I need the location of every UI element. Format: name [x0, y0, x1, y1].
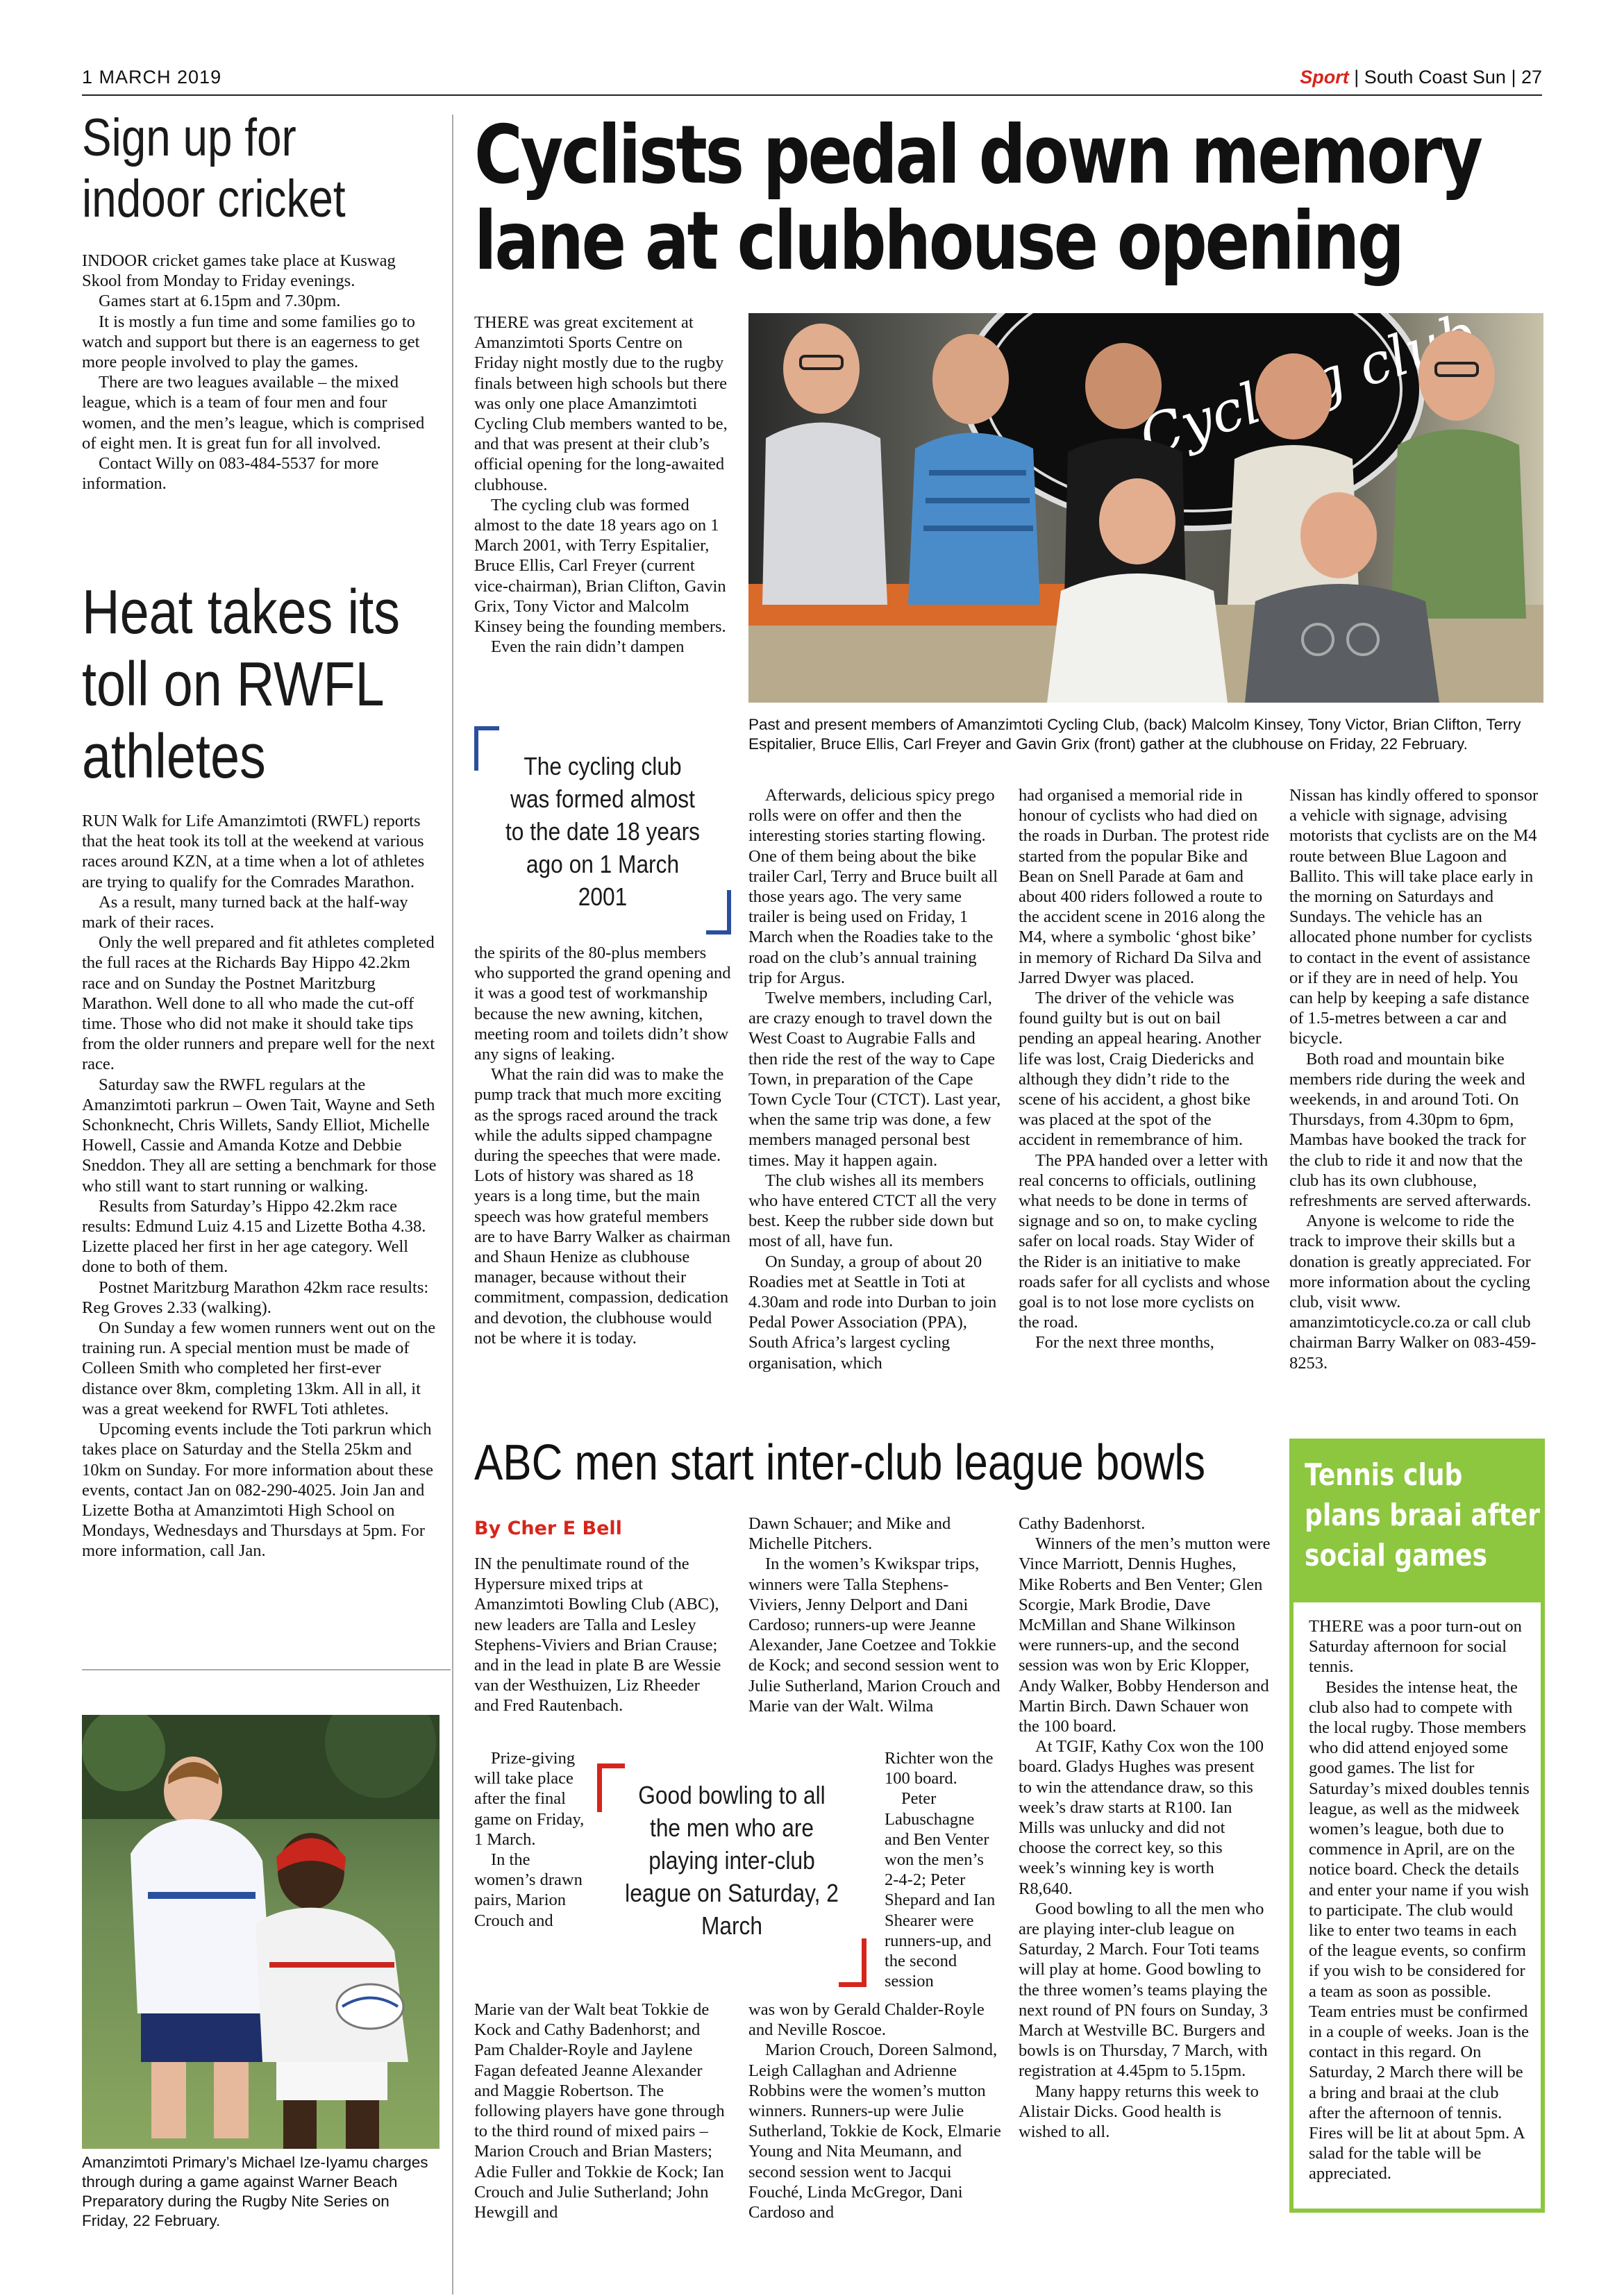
- rwfl-paragraph: On Sunday a few women runners went out on the training run. A special mention must be made of Colleen Smith who completed her first-ever distance over 8km, completing 13km. All in all, it was a great weekend for RWFL Toti athletes.: [82, 1318, 436, 1418]
- rugby-photo-caption: Amanzimtoti Primary’s Michael Ize-Iyamu charges through during a game against Warner Beach Preparatory during the Rugby Nite Series on Friday, 22 February.: [82, 2154, 428, 2229]
- bowls-paragraph: Cathy Badenhorst.: [1019, 1514, 1146, 1533]
- bowls-paragraph: was won by Gerald Chalder-Royle and Neville Roscoe.: [748, 2000, 985, 2040]
- section-label: Sport: [1300, 67, 1349, 87]
- tennis-title-line2: plans braai after: [1305, 1498, 1541, 1533]
- bowls-paragraph: Marie van der Walt beat Tokkie de Kock and Cathy Badenhorst; and Pam Chalder-Royle and Jaylene Fagan defeated Jeanne Alexander and Maggie Robertson. The following players have gone through to the third round of mixed pairs – Marion Crouch and Brian Masters; Adie Fuller and Tokkie de Kock; Ian Crouch and Julie Sutherland; John Hewgill and: [474, 2000, 725, 2222]
- tennis-panel: [1289, 1439, 1545, 2213]
- bowls-paragraph: In the women’s drawn pairs, Marion Crouch and: [474, 1850, 583, 1930]
- rwfl-title-line1: Heat takes its: [82, 578, 400, 647]
- bowls-col3: [1019, 1514, 1271, 2142]
- bowls-col1: [474, 1554, 727, 1716]
- bowls-paragraph: Good bowling to all the men who are playing inter-club league on Saturday, 2 March. Four Toti teams will play at home. Good bowling to the three women’s teams playing the next round of PN fours on Sunday, 3 March at Westville BC. Burgers and bowls is on Thursday, 7 March, with registration at 4.45pm to 5.15pm.: [1019, 1899, 1269, 2081]
- cycling-col2: [748, 785, 1001, 1373]
- cricket-paragraph: It is mostly a fun time and some families go to watch and support but there is an eagerness to get more people involved to play the games.: [82, 312, 420, 372]
- cycling-title-line1: Cyclists pedal down memory: [474, 108, 1481, 202]
- cycling-col1-top: [474, 312, 731, 657]
- paper-name: | South Coast Sun | 27: [1354, 67, 1542, 87]
- cricket-headline: [82, 108, 443, 230]
- cycling-paragraph: Both road and mountain bike members ride during the week and weekends, in and around Toti. On Thursdays, from 4.30pm to 6pm, Mambas have booked the track for the club to ride it and now that the club has its own clubhouse, refreshments are served afterwards.: [1289, 1049, 1532, 1211]
- quote-bracket: [727, 890, 731, 935]
- cycling-paragraph: had organised a memorial ride in honour of cyclists who had died on the roads in Durban. The protest ride started from the popular Bike and Bean on Snell Parade at 6am and about 400 riders followed a route to the accident scene in 2016 along the M4, where a symbolic ‘ghost bike’ in memory of Richard Da Silva and Jarred Dwyer was placed.: [1019, 786, 1269, 987]
- column-divider-left: [452, 115, 453, 2295]
- bowls-col2-bottom: [748, 2000, 1001, 2222]
- cycling-col1-bottom: [474, 943, 731, 1348]
- cricket-paragraph: There are two leagues available – the mixed league, which is a team of four men and four women, and the men’s league, which is comprised of eight men. It is great fun for all involved.: [82, 373, 425, 453]
- cricket-paragraph: Games start at 6.15pm and 7.30pm.: [99, 292, 341, 311]
- bowls-col1-bottom: [474, 2000, 727, 2222]
- issue-date: 1 MARCH 2019: [82, 67, 222, 87]
- page-folio: [1300, 67, 1542, 88]
- rwfl-paragraph: Only the well prepared and fit athletes completed the full races at the Richards Bay Hippo 42.2km race and on Sunday the Postnet Maritzburg Marathon. Well done to all who made the cut-off time. Those who did not make it should take tips from the older runners and prepare well for the next race.: [82, 933, 435, 1074]
- bowls-paragraph: Winners of the men’s mutton were Vince Marriott, Dennis Hughes, Mike Roberts and Ben Venter; Glen Scorgie, Mark Brodie, Dave McMillan and Shane Wilkinson were runners-up, and the second session was won by Eric Klopper, Andy Walker, Bobby Henderson and Martin Birch. Dawn Schauer won the 100 board.: [1019, 1534, 1271, 1736]
- cycling-col4: [1289, 785, 1543, 1373]
- cycling-paragraph: the spirits of the 80-plus members who supported the grand opening and it was a good test of workmanship because the new awning, kitchen, meeting room and toilets didn’t show any signs of leaking.: [474, 944, 731, 1064]
- tennis-paragraph: Besides the intense heat, the club also had to compete with the local rugby. Those members who did attend enjoyed some good games. The list for Saturday’s mixed doubles tennis league, as well as the midweek women’s league, both due to commence in April, are on the notice board. Check the details and enter your name if you wish to participate. The club would like to enter two teams in each of the league events, so confirm if you wish to be considered for a team as soon as possible. Team entries must be confirmed in a couple of weeks. Joan is the contact in this regard. On Saturday, 2 March there will be a bring and braai at the club after the afternoon of tennis. Fires will be lit at about 5pm. A salad for the table will be appreciated.: [1309, 1677, 1530, 2184]
- tennis-title-line1: Tennis club: [1305, 1457, 1463, 1493]
- rwfl-paragraph: RUN Walk for Life Amanzimtoti (RWFL) reports that the heat took its toll at the weekend at various races around KZN, at a time when a lot of athletes are trying to qualify for the Comrades Marathon.: [82, 812, 425, 891]
- rwfl-headline: [82, 576, 443, 793]
- bowls-paragraph: IN the penultimate round of the Hypersure mixed trips at Amanzimtoti Bowling Club (ABC), new leaders are Talla and Lesley Stephens-Viviers and Brian Crause; and in the lead in plate B are Wessie van der Westhuizen, Liz Rheeder and Fred Rautenbach.: [474, 1555, 721, 1716]
- bowls-col1-narrow: [474, 1748, 589, 1931]
- bowls-paragraph: Peter Labuschagne and Ben Venter won the men’s 2-4-2; Peter Shepard and Ian Shearer were runners-up, and the second session: [885, 1789, 996, 1991]
- cycling-paragraph: Nissan has kindly offered to sponsor a vehicle with signage, advising motorists that cyclists are on the M4 route between Blue Lagoon and Ballito. This will take place early in the morning on Saturdays and Sundays. The vehicle has an allocated phone number for cyclists to contact in the event of assistance or if they are in need of help. You can help by keeping a safe distance of 1.5-metres between a car and bicycle.: [1289, 786, 1539, 1048]
- quote-bracket: [597, 1763, 602, 1812]
- rwfl-paragraph: Results from Saturday’s Hippo 42.2km race results: Edmund Luiz 4.15 and Lizette Botha 4.38. Lizette placed her first in her age category. Well done to both of them.: [82, 1196, 426, 1277]
- bowls-pull-quote: [597, 1763, 867, 1987]
- cycling-paragraph: Even the rain didn’t dampen: [491, 637, 685, 657]
- rwfl-article: [82, 811, 437, 1561]
- bowls-paragraph: In the women’s Kwikspar trips, winners were Talla Stephens-Viviers, Jenny Delport and Dani Cardoso; runners-up were Jeanne Alexander, Jane Coetzee and Tokkie de Kock; and second session went to Julie Sutherland, Marion Crouch and Marie van der Walt. Wilma: [748, 1555, 1001, 1716]
- bowls-paragraph: Many happy returns this week to Alistair Dicks. Good health is wished to all.: [1019, 2081, 1259, 2142]
- cycling-paragraph: The club wishes all its members who have entered CTCT all the very best. Keep the rubber side down but most of all, have fun.: [748, 1171, 997, 1251]
- bowls-col2-top: [748, 1514, 1001, 1716]
- bowls-pull-quote-text: Good bowling to all the men who are playing inter-club league on Saturday, 2 March: [625, 1781, 839, 1940]
- cycling-paragraph: What the rain did was to make the pump track that much more exciting as the sprogs raced around the track while the adults sipped champagne during the speeches that were made. Lots of history was shared as 18 years is a long time, but the main speech was how grateful members are to have Barry Walker as chairman and Shaun Henize as clubhouse manager, because without their commitment, compassion, dedication and devotion, the clubhouse would not be where it is today.: [474, 1065, 730, 1348]
- rwfl-title-line3: athletes: [82, 722, 266, 791]
- rwfl-paragraph: Saturday saw the RWFL regulars at the Amanzimtoti parkrun – Owen Tait, Wayne and Seth Schonknecht, Chris Willets, Sandy Elliot, Michelle Howell, Cassie and Amanda Kotze and Debbie Sneddon. They all are setting a benchmark for those who still want to start running or walking.: [82, 1075, 437, 1196]
- header-rule: [82, 94, 1542, 96]
- left-divider: [82, 1669, 451, 1670]
- tennis-header: [1294, 1443, 1541, 1602]
- cycling-paragraph: The PPA handed over a letter with real concerns to officials, outlining what needs to be done in terms of signage and so on, to make cycling safer on local roads. Stay Wider of the Rider is an initiative to make roads safer for all cyclists and whose goal is to not lose more cyclists on the road.: [1019, 1150, 1270, 1332]
- rugby-photo: [82, 1715, 440, 2149]
- bowls-col2-narrow: [885, 1748, 1001, 1991]
- cricket-title-line2: indoor cricket: [82, 169, 346, 228]
- cycling-paragraph: Anyone is welcome to ride the track to improve their skills but a donation is greatly appreciated. For more information about the cycling club, visit www. amanzimtoticycle.co.za or call club chairman Barry Walker on 083-459-8253.: [1289, 1212, 1537, 1373]
- cycling-club-photo: [748, 313, 1543, 703]
- cycling-paragraph: The driver of the vehicle was found guilty but is out on bail pending an appeal hearing. Another life was lost, Craig Diedericks and although they didn’t ride to the scene of his accident, a ghost bike was placed at the spot of the accident in remembrance of him.: [1019, 989, 1262, 1150]
- rwfl-title-line2: toll on RWFL: [82, 650, 385, 719]
- cycling-headline: [474, 108, 1481, 288]
- club-sign-text: Cycling club: [1131, 313, 1484, 471]
- cricket-article: [82, 251, 437, 494]
- bowls-paragraph: Marion Crouch, Doreen Salmond, Leigh Callaghan and Adrienne Robbins were the women’s mutton winners. Runners-up were Julie Sutherland, Tokkie de Kock, Elmarie Young and Nita Meumann, and second session went to Jacqui Fouché, Linda McGregor, Dani Cardoso and: [748, 2041, 1001, 2222]
- cycling-paragraph: For the next three months,: [1035, 1333, 1214, 1352]
- cycling-pull-quote-text: The cycling club was formed almost to the date 18 years ago on 1 March 2001: [505, 752, 701, 911]
- cricket-paragraph: Contact Willy on 083-484-5537 for more information.: [82, 454, 379, 494]
- tennis-headline: [1305, 1455, 1540, 1576]
- cycling-paragraph: On Sunday, a group of about 20 Roadies met at Seattle in Toti at 4.30am and rode into Durban to join Pedal Power Association (PPA), South Africa’s largest cycling organisation, which: [748, 1252, 997, 1373]
- bowls-paragraph: Dawn Schauer; and Mike and Michelle Pitchers.: [748, 1514, 951, 1554]
- cycling-title-line2: lane at clubhouse opening: [474, 194, 1403, 288]
- bowls-paragraph: Prize-giving will take place after the final game on Friday, 1 March.: [474, 1749, 585, 1849]
- tennis-article: [1309, 1616, 1532, 2184]
- cycling-photo-caption: Past and present members of Amanzimtoti Cycling Club, (back) Malcolm Kinsey, Tony Victor, Brian Clifton, Terry Espitalier, Bruce Ellis, Carl Freyer and Gavin Grix (front) gather at the clubhouse on Friday, 22 February.: [748, 716, 1521, 753]
- bowls-paragraph: Richter won the 100 board.: [885, 1749, 994, 1788]
- cycling-paragraph: Afterwards, delicious spicy prego rolls were on offer and then the interesting stories starting flowing. One of them being about the bike trailer Carl, Terry and Bruce built all those years ago. The very same trailer is being used on Friday, 1 March when the Roadies take to the road on the club’s annual training trip for Argus.: [748, 786, 998, 987]
- cycling-pull-quote: [474, 726, 731, 935]
- bowls-byline: By Cher E Bell: [474, 1518, 622, 1539]
- rwfl-paragraph: Upcoming events include the Toti parkrun which takes place on Saturday and the Stella 25km and 10km on Sunday. For more information about these events, contact Jan on 082-290-4025. Join Jan and Lizette Botha at Amanzimtoti High School on Mondays, Wednesdays and Thursdays at 5pm. For more information, call Jan.: [82, 1420, 434, 1561]
- cricket-title-line1: Sign up for: [82, 108, 296, 167]
- tennis-title-line3: social games: [1305, 1538, 1488, 1573]
- bowls-paragraph: At TGIF, Kathy Cox won the 100 board. Gladys Hughes was present to win the attendance draw, so this week’s draw starts at R100. Ian Mills was unlucky and did not choose the correct key, so this week’s winning key is worth R8,640.: [1019, 1737, 1264, 1898]
- tennis-paragraph: THERE was a poor turn-out on Saturday afternoon for social tennis.: [1309, 1617, 1522, 1677]
- quote-bracket: [862, 1938, 867, 1987]
- bowls-headline: ABC men start inter-club league bowls: [474, 1435, 1206, 1491]
- cycling-paragraph: The cycling club was formed almost to the date 18 years ago on 1 March 2001, with Terry Espitalier, Bruce Ellis, Carl Freyer (current vice-chairman), Brian Clifton, Gavin Grix, Tony Victor and Malcolm Kinsey being the founding members.: [474, 495, 726, 637]
- rwfl-paragraph: Postnet Maritzburg Marathon 42km race results: Reg Groves 2.33 (walking).: [82, 1277, 429, 1317]
- cycling-paragraph: Twelve members, including Carl, are crazy enough to travel down the West Coast to Augrabie Falls and then ride the rest of the way to Cape Town, in preparation of the Cape Town Cycle Tour (CTCT). Last year, when the same trip was done, a few members managed personal best times. May it happen again.: [748, 989, 1001, 1170]
- cricket-paragraph: INDOOR cricket games take place at Kuswag Skool from Monday to Friday evenings.: [82, 251, 396, 291]
- cycling-col3: [1019, 785, 1271, 1353]
- quote-bracket: [474, 726, 478, 771]
- cycling-paragraph: THERE was great excitement at Amanzimtoti Sports Centre on Friday night mostly due to the rugby finals between high schools but there was only one place Amanzimtoti Cycling Club members wanted to be, and that was present at their club’s official opening for the long-awaited clubhouse.: [474, 313, 728, 494]
- rwfl-paragraph: As a result, many turned back at the half-way mark of their races.: [82, 892, 408, 932]
